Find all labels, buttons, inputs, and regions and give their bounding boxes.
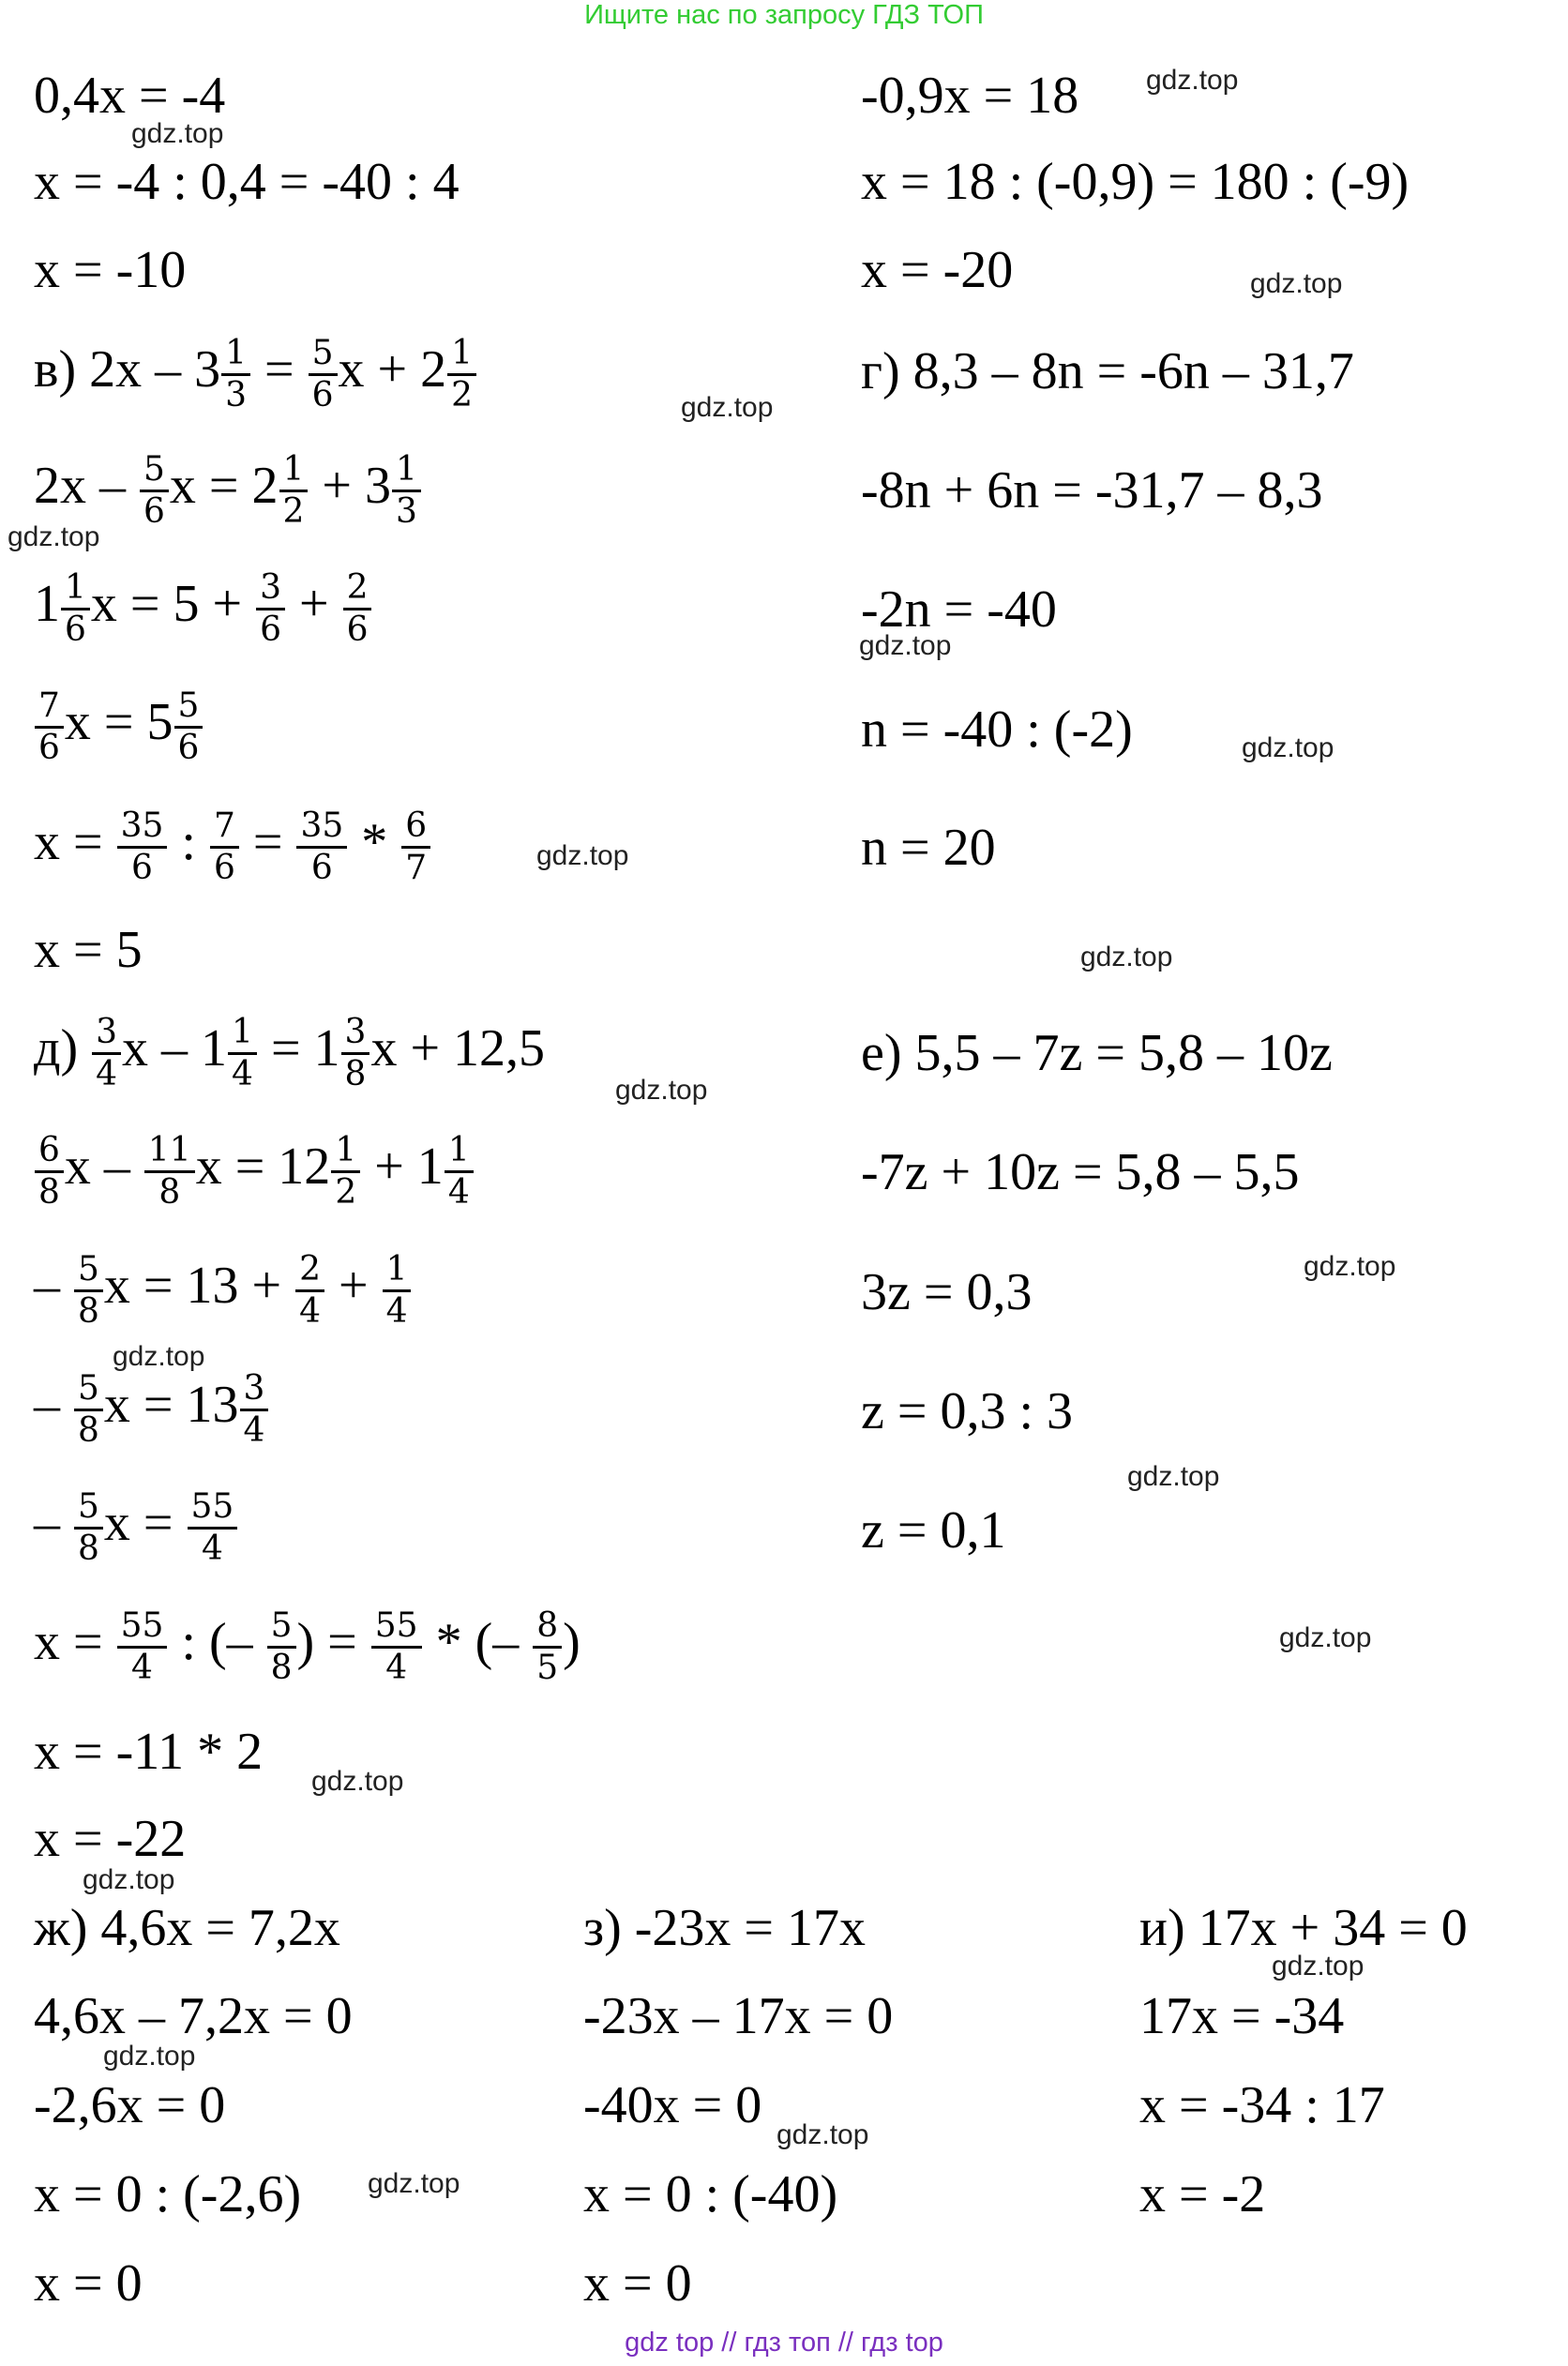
eq-line-v3 xyxy=(34,570,372,648)
numerator: 8 xyxy=(533,1608,562,1649)
watermark: gdz.top xyxy=(776,2119,869,2150)
eq-line: x = -20 xyxy=(861,241,1014,299)
denominator: 3 xyxy=(225,375,247,414)
fraction xyxy=(392,452,421,530)
text-part: x – xyxy=(64,1138,143,1197)
numerator: 5 xyxy=(74,1371,103,1411)
eq-line: x = 0 xyxy=(34,2254,143,2313)
denominator: 4 xyxy=(299,1291,321,1331)
eq-line: x = 0 : (-40) xyxy=(583,2165,838,2223)
eq-line: -0,9x = 18 xyxy=(861,67,1079,125)
numerator: 35 xyxy=(296,808,347,849)
fraction xyxy=(371,1608,422,1686)
fraction xyxy=(74,1371,103,1449)
denominator: 6 xyxy=(260,610,281,649)
denominator: 4 xyxy=(131,1648,153,1687)
eq-line: -2n = -40 xyxy=(861,580,1057,639)
eq-line-d6 xyxy=(34,1608,580,1686)
eq-line: 3z = 0,3 xyxy=(861,1263,1033,1321)
denominator: 2 xyxy=(335,1172,357,1212)
numerator: 11 xyxy=(144,1133,195,1173)
fraction xyxy=(343,570,372,648)
eq-line: x = 5 xyxy=(34,921,143,979)
text-part: * (– xyxy=(422,1613,533,1672)
watermark: gdz.top xyxy=(1272,1951,1364,1982)
text-part: x = 2 xyxy=(169,457,279,516)
numerator: 6 xyxy=(35,1133,64,1173)
text-part: в) 2x – 3 xyxy=(34,340,221,399)
denominator: 4 xyxy=(385,1648,408,1687)
eq-line: 0,4x = -4 xyxy=(34,67,226,125)
text-part: x – 1 xyxy=(122,1019,228,1078)
watermark: gdz.top xyxy=(859,630,952,661)
text-part: + 1 xyxy=(361,1138,444,1197)
denominator: 8 xyxy=(344,1054,367,1093)
fraction xyxy=(174,688,204,766)
text-part: = 1 xyxy=(257,1019,340,1078)
fraction xyxy=(309,336,338,414)
fraction xyxy=(445,1133,474,1211)
denominator: 4 xyxy=(96,1054,118,1093)
text-part: x = 5 + xyxy=(90,575,256,634)
text-part: – xyxy=(34,1494,73,1553)
denominator: 2 xyxy=(282,491,305,531)
denominator: 6 xyxy=(310,848,333,887)
denominator: 8 xyxy=(158,1172,181,1212)
fraction xyxy=(228,1015,257,1093)
text-part: 2x – xyxy=(34,457,139,516)
denominator: 6 xyxy=(143,491,165,531)
eq-line: е) 5,5 – 7z = 5,8 – 10z xyxy=(861,1024,1333,1082)
watermark: gdz.top xyxy=(1127,1461,1220,1492)
eq-line: x = -4 : 0,4 = -40 : 4 xyxy=(34,153,460,211)
numerator: 1 xyxy=(279,452,309,492)
text-part: x = xyxy=(103,1494,187,1553)
text-part: x = 13 xyxy=(103,1376,239,1435)
eq-line: -7z + 10z = 5,8 – 5,5 xyxy=(861,1143,1300,1201)
numerator: 1 xyxy=(228,1015,257,1055)
numerator: 6 xyxy=(401,808,430,849)
fraction xyxy=(240,1371,269,1449)
text-part: x = xyxy=(34,813,116,872)
eq-line: x = 0 xyxy=(583,2254,692,2313)
fraction xyxy=(295,1252,324,1330)
denominator: 8 xyxy=(78,1410,99,1450)
numerator: 1 xyxy=(221,336,250,376)
watermark: gdz.top xyxy=(368,2168,460,2199)
eq-line-v5 xyxy=(34,808,431,886)
fraction xyxy=(256,570,285,648)
text-part: x = 13 + xyxy=(103,1257,295,1316)
fraction xyxy=(401,808,430,886)
watermark: gdz.top xyxy=(615,1075,708,1106)
eq-line: г) 8,3 – 8n = -6n – 31,7 xyxy=(861,342,1354,400)
fraction xyxy=(140,452,169,530)
eq-line: z = 0,1 xyxy=(861,1501,1006,1560)
eq-line: x = 0 : (-2,6) xyxy=(34,2165,302,2223)
text-part: д) xyxy=(34,1019,92,1078)
fraction xyxy=(533,1608,562,1686)
numerator: 3 xyxy=(92,1015,121,1055)
watermark: gdz.top xyxy=(1080,942,1173,972)
eq-line-d4 xyxy=(34,1371,269,1449)
text-part: + 3 xyxy=(309,457,391,516)
denominator: 8 xyxy=(78,1291,99,1331)
fraction xyxy=(35,1133,64,1211)
denominator: 6 xyxy=(38,728,60,767)
eq-line-d2 xyxy=(34,1133,475,1211)
watermark: gdz.top xyxy=(536,840,629,871)
text-part: x = xyxy=(34,1613,116,1672)
text-part: x = 5 xyxy=(64,693,173,752)
denominator: 6 xyxy=(311,375,334,414)
fraction xyxy=(188,1489,238,1567)
fraction xyxy=(383,1252,412,1330)
eq-line: x = -22 xyxy=(34,1810,187,1868)
numerator: 1 xyxy=(392,452,421,492)
eq-line-d5 xyxy=(34,1489,238,1567)
numerator: 55 xyxy=(188,1489,238,1530)
numerator: 2 xyxy=(295,1252,324,1292)
fraction xyxy=(331,1133,360,1211)
fraction xyxy=(35,688,64,766)
text-part: 1 xyxy=(34,575,60,634)
watermark: gdz.top xyxy=(1146,65,1239,96)
text-part: ) = xyxy=(296,1613,370,1672)
eq-line: 17x = -34 xyxy=(1139,1987,1345,2045)
numerator: 5 xyxy=(174,688,204,729)
footer-credits: gdz top // гдз топ // гдз top xyxy=(625,2328,943,2358)
text-part: x = 12 xyxy=(195,1138,331,1197)
fraction xyxy=(210,808,239,886)
fraction xyxy=(221,336,250,414)
watermark: gdz.top xyxy=(311,1766,404,1797)
fraction xyxy=(117,1608,168,1686)
eq-line: -23x – 17x = 0 xyxy=(583,1987,894,2045)
eq-line: x = -11 * 2 xyxy=(34,1723,264,1781)
watermark: gdz.top xyxy=(1242,732,1334,763)
denominator: 5 xyxy=(536,1648,559,1687)
numerator: 35 xyxy=(117,808,168,849)
eq-line: -2,6x = 0 xyxy=(34,2076,226,2134)
fraction xyxy=(144,1133,195,1211)
text-part: – xyxy=(34,1257,73,1316)
watermark: gdz.top xyxy=(681,392,774,423)
numerator: 1 xyxy=(447,336,476,376)
numerator: 5 xyxy=(74,1489,103,1530)
eq-line: з) -23x = 17x xyxy=(583,1899,866,1957)
text-part: = xyxy=(239,813,296,872)
numerator: 55 xyxy=(117,1608,168,1649)
eq-line: x = -2 xyxy=(1139,2165,1266,2223)
eq-line-d1 xyxy=(34,1015,545,1093)
watermark: gdz.top xyxy=(113,1341,205,1372)
fraction xyxy=(341,1015,370,1093)
numerator: 7 xyxy=(210,808,239,849)
watermark: gdz.top xyxy=(83,1864,175,1895)
eq-line-d3 xyxy=(34,1252,412,1330)
eq-line: x = -10 xyxy=(34,241,187,299)
watermark: gdz.top xyxy=(8,521,100,552)
fraction xyxy=(447,336,476,414)
watermark: gdz.top xyxy=(1304,1251,1396,1282)
eq-line-v4 xyxy=(34,688,204,766)
text-part: + xyxy=(324,1257,382,1316)
text-part: : xyxy=(168,813,209,872)
denominator: 8 xyxy=(38,1172,60,1212)
eq-line: x = 18 : (-0,9) = 180 : (-9) xyxy=(861,153,1410,211)
denominator: 8 xyxy=(270,1648,293,1687)
fraction xyxy=(117,808,168,886)
denominator: 4 xyxy=(447,1172,470,1212)
denominator: 6 xyxy=(213,848,235,887)
denominator: 6 xyxy=(65,610,86,649)
eq-line: x = -34 : 17 xyxy=(1139,2076,1385,2134)
denominator: 6 xyxy=(346,610,369,649)
top-banner: Ищите нас по запросу ГДЗ ТОП xyxy=(584,0,984,30)
numerator: 55 xyxy=(371,1608,422,1649)
eq-line: ж) 4,6x = 7,2x xyxy=(34,1899,340,1957)
fraction xyxy=(74,1489,103,1567)
watermark: gdz.top xyxy=(1250,268,1343,299)
numerator: 7 xyxy=(35,688,64,729)
eq-line: -40x = 0 xyxy=(583,2076,762,2134)
eq-line: 4,6x – 7,2x = 0 xyxy=(34,1987,353,2045)
eq-line: z = 0,3 : 3 xyxy=(861,1382,1073,1440)
numerator: 5 xyxy=(74,1252,103,1292)
text-part: = xyxy=(251,340,308,399)
eq-line: -8n + 6n = -31,7 – 8,3 xyxy=(861,461,1323,520)
eq-line: n = -40 : (-2) xyxy=(861,701,1133,759)
denominator: 4 xyxy=(201,1529,223,1568)
text-part: x + 12,5 xyxy=(370,1019,546,1078)
fraction xyxy=(267,1608,296,1686)
watermark: gdz.top xyxy=(131,118,224,149)
numerator: 1 xyxy=(383,1252,412,1292)
fraction xyxy=(296,808,347,886)
text-part: – xyxy=(34,1376,73,1435)
text-part: x + 2 xyxy=(338,340,447,399)
denominator: 6 xyxy=(177,728,200,767)
numerator: 3 xyxy=(256,570,285,610)
fraction xyxy=(92,1015,121,1093)
eq-line: и) 17x + 34 = 0 xyxy=(1139,1899,1468,1957)
denominator: 8 xyxy=(78,1529,99,1568)
numerator: 5 xyxy=(309,336,338,376)
text-part: : (– xyxy=(168,1613,266,1672)
numerator: 1 xyxy=(61,570,90,610)
numerator: 3 xyxy=(240,1371,269,1411)
denominator: 4 xyxy=(243,1410,265,1450)
watermark: gdz.top xyxy=(103,2041,196,2072)
numerator: 1 xyxy=(331,1133,360,1173)
denominator: 6 xyxy=(131,848,153,887)
eq-line-v1 xyxy=(34,336,477,414)
watermark: gdz.top xyxy=(1279,1622,1372,1653)
denominator: 4 xyxy=(232,1054,253,1093)
denominator: 2 xyxy=(451,375,473,414)
fraction xyxy=(61,570,90,648)
numerator: 2 xyxy=(343,570,372,610)
fraction xyxy=(74,1252,103,1330)
fraction xyxy=(279,452,309,530)
eq-line-v2 xyxy=(34,452,422,530)
eq-line: n = 20 xyxy=(861,819,996,877)
numerator: 3 xyxy=(341,1015,370,1055)
numerator: 1 xyxy=(445,1133,474,1173)
denominator: 3 xyxy=(396,491,417,531)
numerator: 5 xyxy=(267,1608,296,1649)
text-part: + xyxy=(285,575,342,634)
denominator: 7 xyxy=(405,848,428,887)
numerator: 5 xyxy=(140,452,169,492)
denominator: 4 xyxy=(385,1291,408,1331)
text-part: ) xyxy=(563,1613,580,1672)
text-part: * xyxy=(348,813,401,872)
